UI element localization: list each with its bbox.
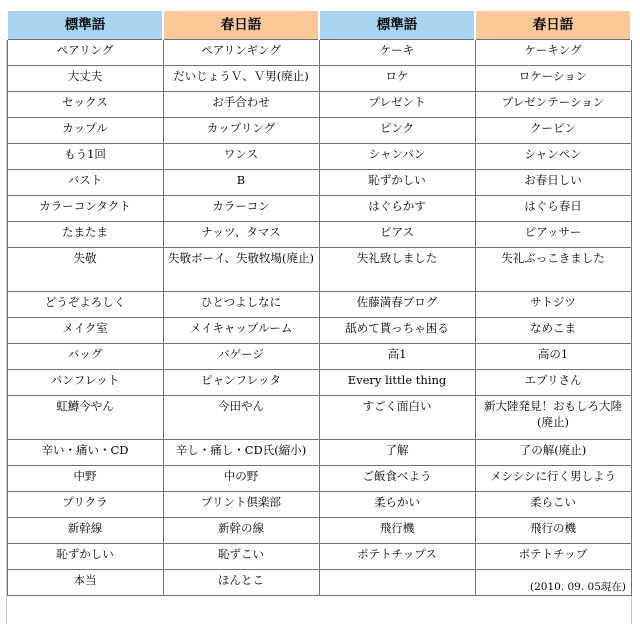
standard-term-cell: ケーキ <box>319 40 475 66</box>
kasuga-term-cell: プレゼンテーション <box>475 92 631 118</box>
standard-term-cell: ご飯食べよう <box>319 466 475 492</box>
kasuga-term-cell: メイキャップルーム <box>163 318 319 344</box>
header-standard-2: 標準語 <box>319 10 475 40</box>
standard-term-cell: 失敬 <box>7 248 163 292</box>
kasuga-term-cell: 今田やん <box>163 396 319 440</box>
table-row <box>7 318 631 344</box>
standard-term-cell: はぐらかす <box>319 196 475 222</box>
standard-term-cell: ピアス <box>319 222 475 248</box>
standard-term-cell: どうぞよろしく <box>7 292 163 318</box>
kasuga-term-cell: だいじょうＶ、Ｖ男(廃止) <box>163 66 319 92</box>
standard-term-cell: 失礼致しました <box>319 248 475 292</box>
table-row <box>7 344 631 370</box>
standard-term-cell: 新幹線 <box>7 518 163 544</box>
header-kasuga-2: 春日語 <box>475 10 631 40</box>
standard-term-cell: セックス <box>7 92 163 118</box>
standard-term-cell: すごく面白い <box>319 396 475 440</box>
standard-term-cell: 恥ずかしい <box>7 544 163 570</box>
table-row <box>7 92 631 118</box>
kasuga-term-cell: メシシシに行く男しよう <box>475 466 631 492</box>
standard-term-cell: プレゼント <box>319 92 475 118</box>
standard-term-cell: ロケ <box>319 66 475 92</box>
table-row <box>7 518 631 544</box>
table-row <box>7 466 631 492</box>
standard-term-cell: ピンク <box>319 118 475 144</box>
standard-term-cell: 舐めて貰っちゃ困る <box>319 318 475 344</box>
standard-term-cell: 佐藤満春ブログ <box>319 292 475 318</box>
table-row <box>7 40 631 66</box>
kasuga-term-cell: ペアリンギング <box>163 40 319 66</box>
kasuga-term-cell: 柔らこい <box>475 492 631 518</box>
kasuga-term-cell: シャンペン <box>475 144 631 170</box>
kasuga-term-cell: プリント倶楽部 <box>163 492 319 518</box>
table-row <box>7 370 631 396</box>
kasuga-term-cell: ポテトチップ <box>475 544 631 570</box>
standard-term-cell: ポテトチップス <box>319 544 475 570</box>
table-row <box>7 248 631 292</box>
kasuga-term-cell: 飛行の機 <box>475 518 631 544</box>
table-row <box>7 396 631 440</box>
kasuga-term-cell: 新大陸発見！おもしろ大陸(廃止) <box>475 396 631 440</box>
table-row <box>7 196 631 222</box>
standard-term-cell: 飛行機 <box>319 518 475 544</box>
kasuga-term-cell: カップリング <box>163 118 319 144</box>
standard-term-cell: 大丈夫 <box>7 66 163 92</box>
kasuga-term-cell: 恥ずこい <box>163 544 319 570</box>
kasuga-term-cell: はぐら春日 <box>475 196 631 222</box>
standard-term-cell: バスト <box>7 170 163 196</box>
standard-term-cell: 本当 <box>7 570 163 596</box>
table-row <box>7 118 631 144</box>
kasuga-term-cell: ナッツ、タマス <box>163 222 319 248</box>
kasuga-term-cell: 中の野 <box>163 466 319 492</box>
header-standard-1: 標準語 <box>7 10 163 40</box>
kasuga-term-cell: ひとつよしなに <box>163 292 319 318</box>
kasuga-term-cell: お手合わせ <box>163 92 319 118</box>
standard-term-cell <box>319 570 475 596</box>
header-row <box>7 10 631 40</box>
table-row <box>7 492 631 518</box>
table-row <box>7 144 631 170</box>
kasuga-term-cell: 失礼ぶっこきました <box>475 248 631 292</box>
standard-term-cell: バッグ <box>7 344 163 370</box>
table-row <box>7 544 631 570</box>
table-row <box>7 170 631 196</box>
standard-term-cell: 虹鱒今やん <box>7 396 163 440</box>
standard-term-cell: もう1回 <box>7 144 163 170</box>
kasuga-term-cell: なめこま <box>475 318 631 344</box>
kasuga-term-cell: 新幹の線 <box>163 518 319 544</box>
table-row <box>7 292 631 318</box>
standard-term-cell: カップル <box>7 118 163 144</box>
standard-term-cell: 中野 <box>7 466 163 492</box>
standard-term-cell: シャンパン <box>319 144 475 170</box>
kasuga-term-cell: ワンス <box>163 144 319 170</box>
kasuga-term-cell: 了の解(廃止) <box>475 440 631 466</box>
kasuga-term-cell: ピアッサー <box>475 222 631 248</box>
standard-term-cell: カラーコンタクト <box>7 196 163 222</box>
kasuga-term-cell: お春日しい <box>475 170 631 196</box>
kasuga-term-cell: サトジツ <box>475 292 631 318</box>
standard-term-cell: 恥ずかしい <box>319 170 475 196</box>
standard-term-cell: パンフレット <box>7 370 163 396</box>
kasuga-term-cell: ロケーション <box>475 66 631 92</box>
kasuga-term-cell: バゲージ <box>163 344 319 370</box>
kasuga-term-cell: エブリさん <box>475 370 631 396</box>
standard-term-cell: メイク室 <box>7 318 163 344</box>
kasuga-term-cell: 失敬ボーイ、失敬牧場(廃止) <box>163 248 319 292</box>
table-row <box>7 440 631 466</box>
standard-term-cell: プリクラ <box>7 492 163 518</box>
kasuga-term-cell: 高の1 <box>475 344 631 370</box>
kasuga-term-cell: ケーキング <box>475 40 631 66</box>
standard-term-cell: ペアリング <box>7 40 163 66</box>
table-row <box>7 222 631 248</box>
vocabulary-table <box>6 8 632 596</box>
standard-term-cell: Every little thing <box>319 370 475 396</box>
table-row <box>7 66 631 92</box>
kasuga-term-cell: ほんとこ <box>163 570 319 596</box>
standard-term-cell: 高1 <box>319 344 475 370</box>
as-of-date-note: (2010. 09. 05現在) <box>530 581 626 593</box>
standard-term-cell: 了解 <box>319 440 475 466</box>
kasuga-term-cell: カラーコン <box>163 196 319 222</box>
standard-term-cell: たまたま <box>7 222 163 248</box>
kasuga-term-cell: B <box>163 170 319 196</box>
kasuga-term-cell: ピャンフレッタ <box>163 370 319 396</box>
header-kasuga-1: 春日語 <box>163 10 319 40</box>
standard-term-cell: 辛い・痛い・CD <box>7 440 163 466</box>
standard-term-cell: 柔らかい <box>319 492 475 518</box>
kasuga-term-cell: 辛し・痛し・CD氏(縮小) <box>163 440 319 466</box>
kasuga-term-cell: クーピン <box>475 118 631 144</box>
